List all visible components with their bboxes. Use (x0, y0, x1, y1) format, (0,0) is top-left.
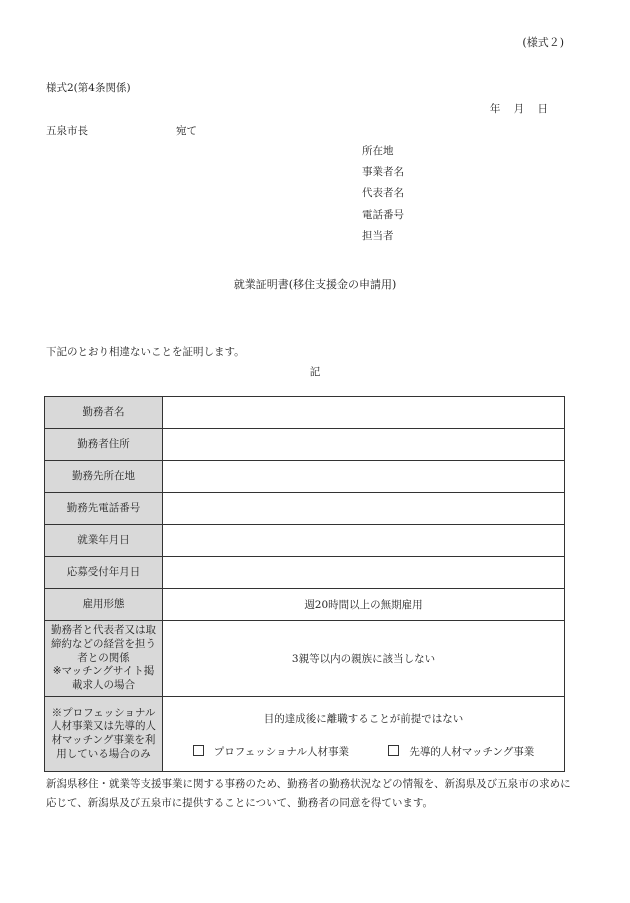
worker-name-field[interactable] (163, 397, 565, 429)
relation-label: 勤務者と代表者又は取締約などの経営を担う者との関係 ※マッチングサイト掲載求人の場合 (45, 621, 163, 697)
pro-options (163, 744, 564, 759)
row-label: 勤務先所在地 (45, 461, 163, 493)
checkbox-icon[interactable] (193, 745, 204, 756)
pro-option-professional[interactable] (193, 744, 349, 759)
row-label: 雇用形態 (45, 589, 163, 621)
workplace-phone-field[interactable] (163, 493, 565, 525)
applicant-field-business-name: 事業者名 (362, 166, 404, 178)
recipient-name: 五泉市長 (46, 125, 88, 137)
table-row (45, 589, 565, 621)
applicant-field-address: 所在地 (362, 145, 394, 157)
pro-goal-text: 目的達成後に離職することが前提ではない (263, 713, 464, 725)
form-number-label: (様式２) (522, 36, 564, 49)
pro-option-label: プロフェッショナル人材事業 (213, 746, 349, 758)
table-row (45, 397, 565, 429)
pro-label: ※プロフェッショナル人材事業又は先導的人材マッチング事業を利用している場合のみ (45, 697, 163, 772)
applicant-field-contact-person: 担当者 (362, 230, 394, 242)
row-label: 勤務者名 (45, 397, 163, 429)
table-row (45, 525, 565, 557)
table-row (45, 429, 565, 461)
applicant-field-phone: 電話番号 (362, 209, 404, 221)
date-line: 年 月 日 (489, 103, 548, 115)
row-label: 勤務者住所 (45, 429, 163, 461)
document-title: 就業証明書(移住支援金の申請用) (233, 278, 397, 291)
table-row (45, 621, 565, 697)
intro-statement: 下記のとおり相違ないことを証明します。 (46, 346, 245, 358)
ki-marker: 記 (309, 366, 321, 378)
pro-option-matching[interactable] (388, 744, 534, 759)
table-row (45, 493, 565, 525)
applicant-field-representative: 代表者名 (362, 187, 404, 199)
recipient-suffix: 宛て (176, 125, 197, 137)
certificate-table (44, 396, 565, 772)
row-label: 勤務先電話番号 (45, 493, 163, 525)
checkbox-icon[interactable] (388, 745, 399, 756)
relation-value: 3親等以内の親族に該当しない (163, 621, 565, 697)
table-row (45, 461, 565, 493)
table-row (45, 697, 565, 772)
worker-address-field[interactable] (163, 429, 565, 461)
row-label: 応募受付年月日 (45, 557, 163, 589)
application-date-field[interactable] (163, 557, 565, 589)
pro-option-label: 先導的人材マッチング事業 (409, 746, 535, 758)
employment-date-field[interactable] (163, 525, 565, 557)
row-label: 就業年月日 (45, 525, 163, 557)
article-reference: 様式2(第4条関係) (46, 82, 131, 94)
table-row (45, 557, 565, 589)
workplace-address-field[interactable] (163, 461, 565, 493)
pro-cell (163, 697, 565, 772)
employment-type-value: 週20時間以上の無期雇用 (163, 589, 565, 621)
consent-statement: 新潟県移住・就業等支援事業に関する事務のため、勤務者の勤務状況などの情報を、新潟県及び五泉市の求めに応じて、新潟県及び五泉市に提供することについて、勤務者の同意を得ています。 (46, 778, 571, 809)
